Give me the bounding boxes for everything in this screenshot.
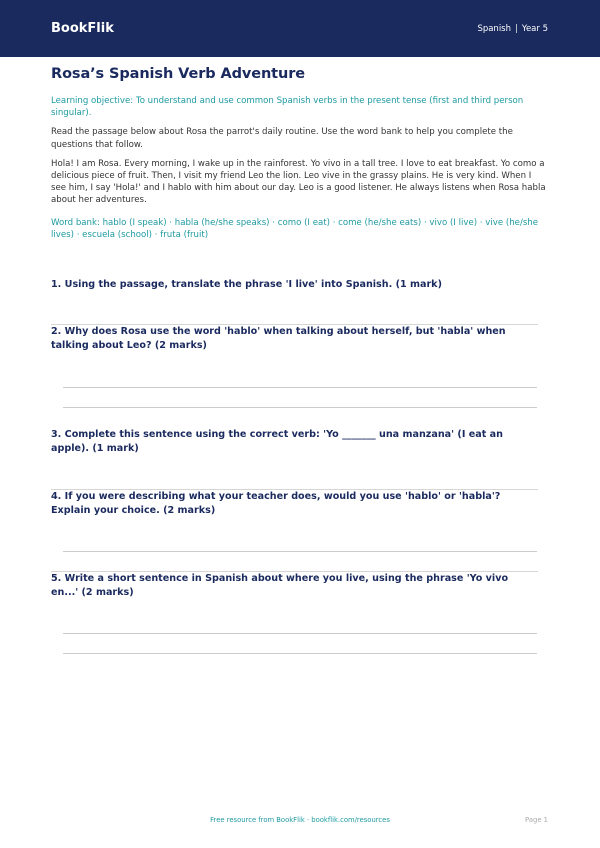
page-title: Rosa’s Spanish Verb Adventure <box>51 66 306 82</box>
page-footer <box>0 816 600 828</box>
question-1: 1. Using the passage, translate the phrase 'I live' into Spanish. (1 mark) <box>51 279 442 290</box>
footer-credit-link[interactable]: Free resource from BookFlik · bookflik.com/resources <box>210 816 390 824</box>
question-5: 5. Write a short sentence in Spanish about where you live, using the phrase 'Yo vivo en...' (2 marks) <box>51 571 538 599</box>
answer-line[interactable] <box>63 633 537 634</box>
answer-line[interactable] <box>63 407 537 408</box>
brand-logo[interactable]: BookFlik <box>51 21 114 36</box>
breadcrumb-separator: | <box>515 23 518 34</box>
question-3: 3. Complete this sentence using the correct verb: 'Yo _______ una manzana' (I eat an apple). (1 mark) <box>51 429 503 454</box>
breadcrumb-subject: Spanish <box>477 23 512 34</box>
answer-line[interactable] <box>63 551 537 552</box>
answer-line[interactable] <box>63 387 537 388</box>
word-bank: Word bank: hablo (I speak) · habla (he/she speaks) · como (I eat) · come (he/she eats) · vivo (I live) · vive (he/she lives) · escuela (school) · fruta (fruit) <box>51 217 539 240</box>
breadcrumb-year: Year 5 <box>521 23 548 34</box>
worksheet-intro <box>51 66 548 241</box>
reading-passage: Hola! I am Rosa. Every morning, I wake up in the rainforest. Yo vivo in a tall tree. I love to eat breakfast. Yo como a delicious piece of fruit. Then, I visit my friend Leo the lion. Leo vive in the grassy plains. He is very kind. When I see him, I say 'Hola!' and I hablo with him about our day. Leo is a good listener. He always listens when Rosa habla about her adventures. <box>51 158 546 206</box>
page-header <box>0 0 600 57</box>
answer-line[interactable] <box>63 653 537 654</box>
instructions-text: Read the passage below about Rosa the parrot's daily routine. Use the word bank to help you complete the questions that follow. <box>51 127 513 150</box>
page-number: Page 1 <box>525 816 548 824</box>
breadcrumb <box>477 24 548 34</box>
learning-objective: Learning objective: To understand and use common Spanish verbs in the present tense (first and third person singular). <box>51 96 524 119</box>
question-2: 2. Why does Rosa use the word 'hablo' when talking about herself, but 'habla' when talking about Leo? (2 marks) <box>51 324 538 352</box>
question-4: 4. If you were describing what your teacher does, would you use 'hablo' or 'habla'? Explain your choice. (2 marks) <box>51 489 538 517</box>
